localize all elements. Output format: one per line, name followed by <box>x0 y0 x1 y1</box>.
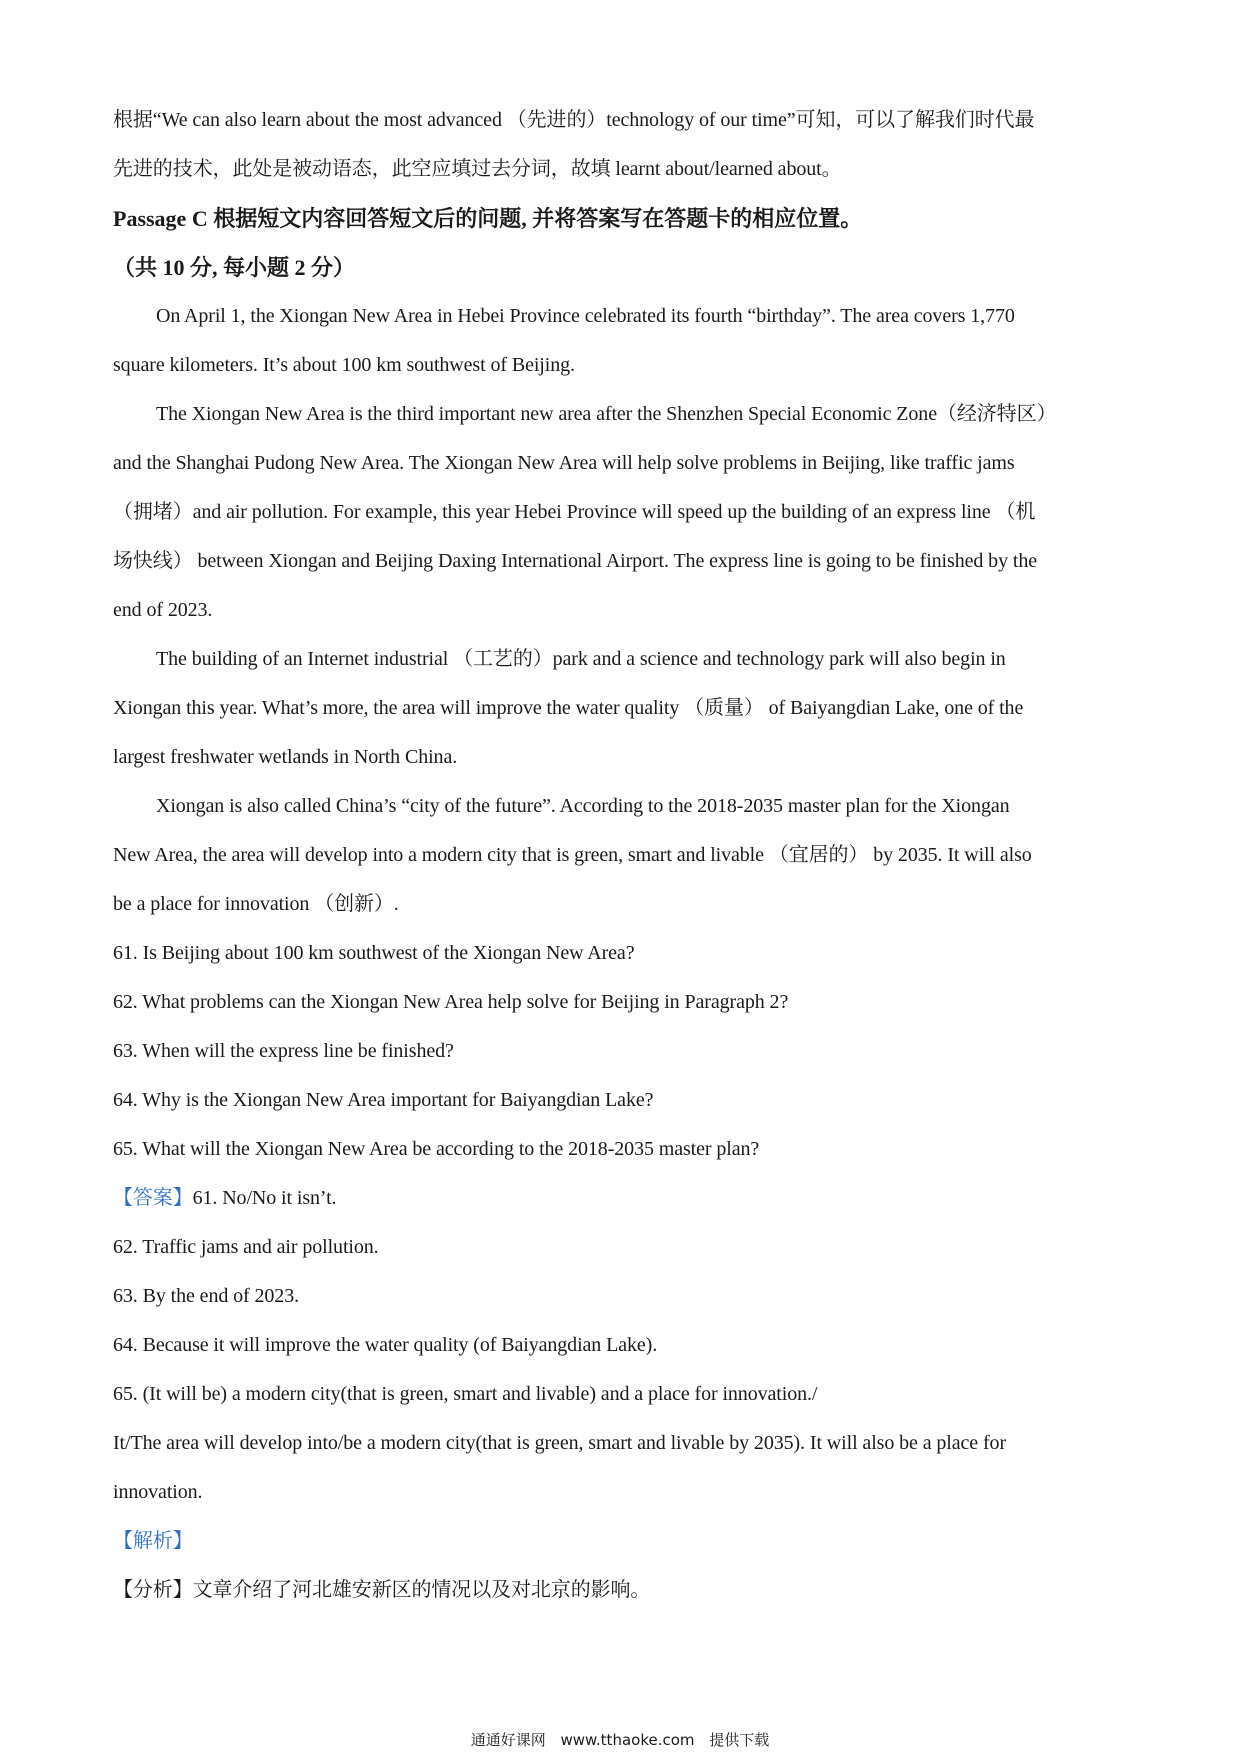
passage-paragraph-4 <box>113 782 1135 929</box>
passage-points: （共 10 分, 每小题 2 分） <box>113 255 356 280</box>
answer-line-61 <box>113 1174 1135 1223</box>
passage-paragraph-1 <box>113 292 1135 390</box>
intro-line-2: 先进的技术，此处是被动语态，此空应填过去分词，故填 learnt about/learned about。 <box>113 158 842 180</box>
passage-line: Xiongan this year. What’s more, the area will improve the water quality （质量） of Baiyangdian Lake, one of the <box>113 697 1024 719</box>
question-64: 64. Why is the Xiongan New Area important for Baiyangdian Lake? <box>113 1089 654 1111</box>
passage-line: largest freshwater wetlands in North China. <box>113 746 458 768</box>
question-65: 65. What will the Xiongan New Area be according to the 2018-2035 master plan? <box>113 1138 760 1160</box>
document-page <box>113 96 1135 1615</box>
answer-64: 64. Because it will improve the water quality (of Baiyangdian Lake). <box>113 1334 658 1356</box>
passage-line: The Xiongan New Area is the third important new area after the Shenzhen Special Economic Zone（经济特区） <box>156 403 1057 425</box>
footer-suffix: 提供下载 <box>709 1731 770 1749</box>
answer-62: 62. Traffic jams and air pollution. <box>113 1236 379 1258</box>
question-62: 62. What problems can the Xiongan New Area help solve for Beijing in Paragraph 2? <box>113 991 789 1013</box>
analysis-tag-line <box>113 1517 1135 1566</box>
answer-65-alt: It/The area will develop into/be a modern city(that is green, smart and livable by 2035). It will also be a place for <box>113 1432 1006 1454</box>
answer-63: 63. By the end of 2023. <box>113 1285 300 1307</box>
passage-line: square kilometers. It’s about 100 km southwest of Beijing. <box>113 354 575 376</box>
question-61: 61. Is Beijing about 100 km southwest of the Xiongan New Area? <box>113 942 635 964</box>
question-63: 63. When will the express line be finished? <box>113 1040 454 1062</box>
question-list <box>113 929 1135 1174</box>
passage-line: be a place for innovation （创新）. <box>113 893 399 915</box>
passage-line: New Area, the area will develop into a modern city that is green, smart and livable （宜居的） by 2035. It will also <box>113 844 1032 866</box>
passage-line: On April 1, the Xiongan New Area in Hebei Province celebrated its fourth “birthday”. The area covers 1,770 <box>156 305 1015 327</box>
answer-65-alt-end: innovation. <box>113 1481 203 1503</box>
passage-line: Xiongan is also called China’s “city of the future”. According to the 2018-2035 master plan for the Xiongan <box>156 795 1010 817</box>
passage-paragraph-2 <box>113 390 1135 635</box>
answer-61: 61. No/No it isn’t. <box>192 1187 337 1209</box>
answer-65: 65. (It will be) a modern city(that is green, smart and livable) and a place for innovation./ <box>113 1383 818 1405</box>
passage-paragraph-3 <box>113 635 1135 782</box>
passage-line: （拥堵）and air pollution. For example, this year Hebei Province will speed up the building of an express line （机 <box>113 501 1036 523</box>
page-footer <box>0 1729 1240 1750</box>
passage-line: 场快线） between Xiongan and Beijing Daxing International Airport. The express line is going to be finished by the <box>113 550 1038 572</box>
answer-section <box>113 1174 1135 1517</box>
passage-line: and the Shanghai Pudong New Area. The Xiongan New Area will help solve problems in Beijing, like traffic jams <box>113 452 1015 474</box>
intro-line-1: 根据“We can also learn about the most advanced （先进的）technology of our time”可知，可以了解我们时代最 <box>113 109 1035 131</box>
analysis-summary: 【分析】文章介绍了河北雄安新区的情况以及对北京的影响。 <box>113 1579 651 1601</box>
analysis-tag: 【解析】 <box>113 1530 193 1552</box>
passage-heading: Passage C 根据短文内容回答短文后的问题, 并将答案写在答题卡的相应位置。 <box>113 206 863 231</box>
footer-site-name: 通通好课网 <box>470 1731 546 1749</box>
passage-line: end of 2023. <box>113 599 213 621</box>
footer-url[interactable]: www.tthaoke.com <box>560 1731 695 1749</box>
passage-line: The building of an Internet industrial （工艺的）park and a science and technology park will also begin in <box>156 648 1006 670</box>
answer-tag: 【答案】 <box>113 1187 193 1209</box>
